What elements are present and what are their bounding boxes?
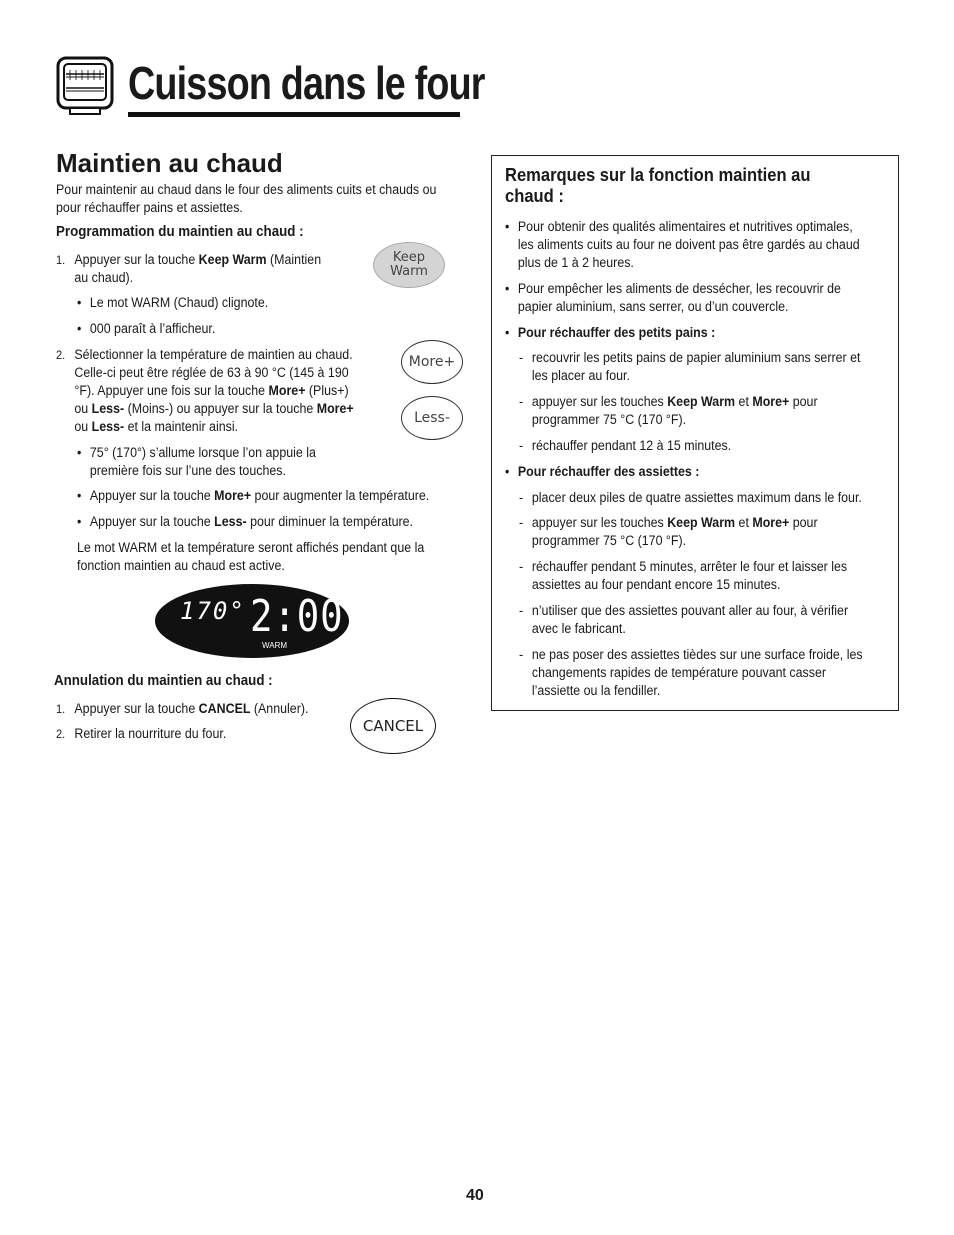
notes-title: Remarques sur la fonction maintien au chaud : <box>505 165 811 206</box>
step-1-number: 1. <box>56 253 66 267</box>
section-title: Maintien au chaud <box>56 148 283 178</box>
less-key[interactable]: Less- <box>401 396 463 440</box>
oven-icon <box>56 56 114 116</box>
title-rule <box>128 112 460 117</box>
intro-text: Pour maintenir au chaud dans le four des aliments cuits et chauds ou pour réchauffer pains et assiettes. <box>56 182 437 215</box>
more-key[interactable]: More+ <box>401 340 463 384</box>
cancel-heading: Annulation du maintien au chaud : <box>54 673 273 689</box>
keep-warm-key[interactable] <box>373 242 445 288</box>
keep-warm-label: Keep <box>392 250 426 265</box>
display-warm-label: WARM <box>262 641 288 650</box>
step-2-number: 2. <box>56 348 66 362</box>
page-number: 40 <box>466 1187 484 1204</box>
step-2-text: Sélectionner la température de maintien au chaud. Celle-ci peut être réglée de 63 à 90 °C (145 à 190 °F). Appuyer une fois sur la touche More+ (Plus+) ou Less- (Moins-) ou appuyer sur la touche More+ ou Less- et la maintenir ainsi. <box>74 347 354 434</box>
programming-heading: Programmation du maintien au chaud : <box>56 224 304 240</box>
display-temperature: 170° <box>180 597 246 625</box>
keep-warm-label: Warm <box>390 264 428 279</box>
cancel-key[interactable]: CANCEL <box>350 698 436 754</box>
page-title: Cuisson dans le four <box>128 57 485 109</box>
step-2-note: Le mot WARM et la température seront affichés pendant que la fonction maintien au chaud est active. <box>77 540 425 573</box>
step-1-text: Appuyer sur la touche Keep Warm (Maintien au chaud). <box>74 252 322 285</box>
display-time: 2:00 <box>250 591 344 642</box>
